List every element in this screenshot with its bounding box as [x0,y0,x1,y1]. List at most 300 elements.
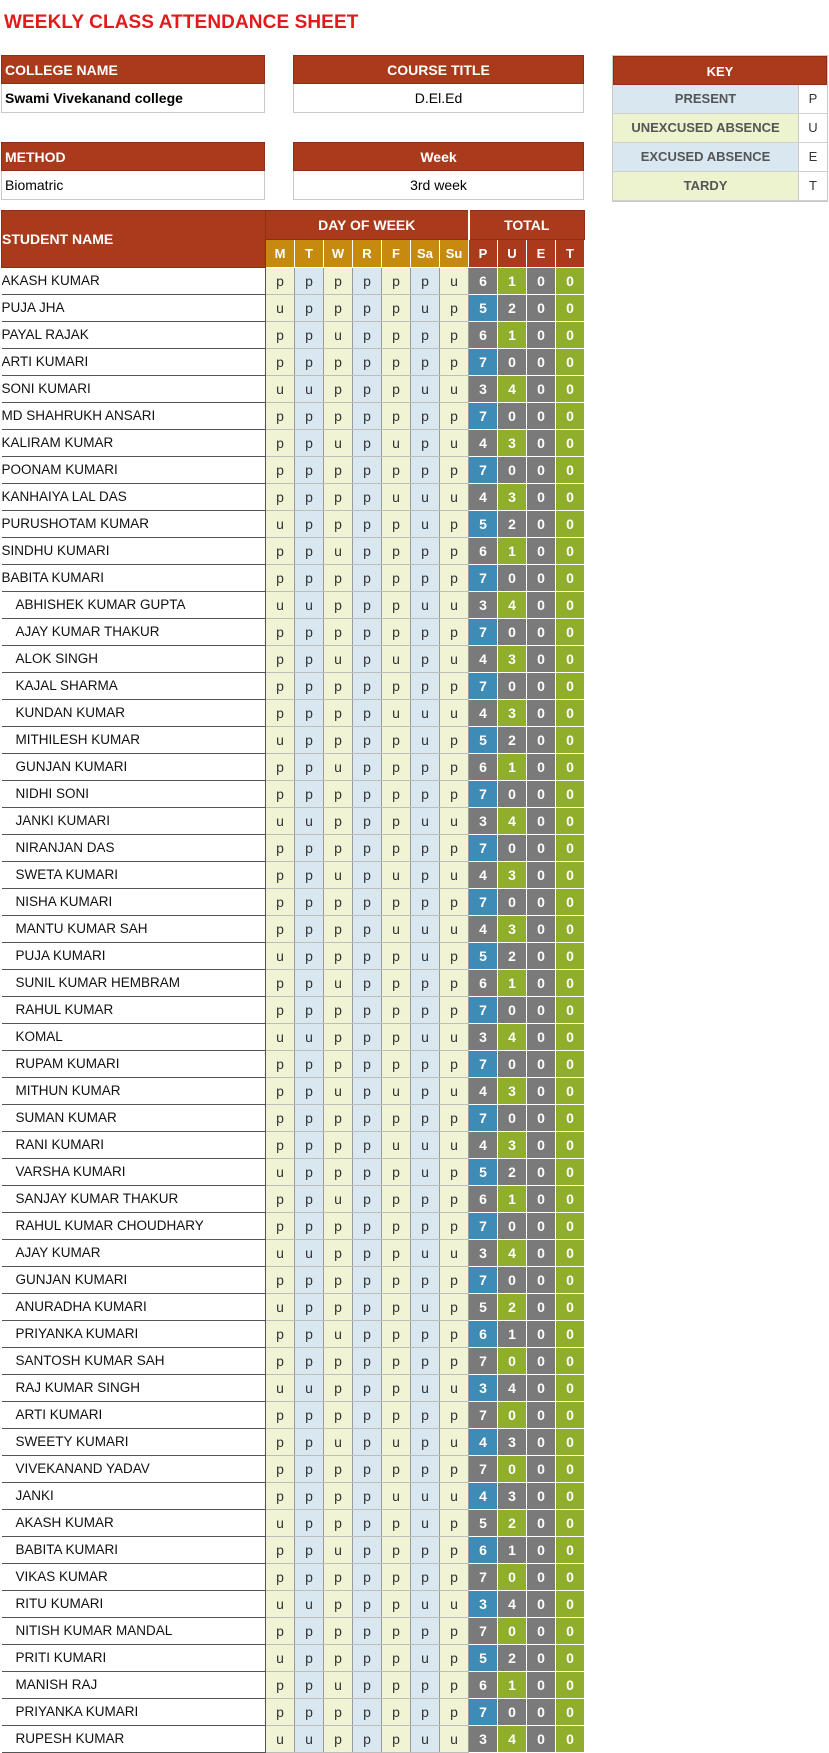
attendance-cell[interactable]: p [353,808,382,835]
attendance-cell[interactable]: u [440,1726,469,1753]
attendance-cell[interactable]: u [440,808,469,835]
attendance-cell[interactable]: p [411,403,440,430]
attendance-cell[interactable]: u [266,1294,295,1321]
attendance-cell[interactable]: u [411,1294,440,1321]
attendance-cell[interactable]: p [440,565,469,592]
attendance-cell[interactable]: p [266,646,295,673]
attendance-cell[interactable]: p [411,1537,440,1564]
attendance-cell[interactable]: p [295,565,324,592]
attendance-cell[interactable]: p [440,619,469,646]
attendance-cell[interactable]: p [411,430,440,457]
attendance-cell[interactable]: p [411,1672,440,1699]
attendance-cell[interactable]: p [324,403,353,430]
attendance-cell[interactable]: p [324,349,353,376]
attendance-cell[interactable]: p [324,376,353,403]
attendance-cell[interactable]: u [440,1483,469,1510]
attendance-cell[interactable]: p [295,1294,324,1321]
attendance-cell[interactable]: p [411,835,440,862]
attendance-cell[interactable]: p [440,1159,469,1186]
attendance-cell[interactable]: u [266,1159,295,1186]
attendance-cell[interactable]: p [440,1402,469,1429]
student-name[interactable]: BABITA KUMARI [2,565,266,592]
student-name[interactable]: PURUSHOTAM KUMAR [2,511,266,538]
attendance-cell[interactable]: p [353,403,382,430]
attendance-cell[interactable]: p [382,997,411,1024]
student-name[interactable]: RUPAM KUMARI [2,1051,266,1078]
attendance-cell[interactable]: p [295,1267,324,1294]
attendance-cell[interactable]: u [440,592,469,619]
attendance-cell[interactable]: p [353,781,382,808]
attendance-cell[interactable]: p [295,484,324,511]
attendance-cell[interactable]: p [411,646,440,673]
attendance-cell[interactable]: p [411,1321,440,1348]
attendance-cell[interactable]: p [411,754,440,781]
week-value[interactable]: 3rd week [293,171,584,200]
attendance-cell[interactable]: p [353,1159,382,1186]
attendance-cell[interactable]: u [324,538,353,565]
attendance-cell[interactable]: u [382,484,411,511]
attendance-cell[interactable]: u [411,1375,440,1402]
attendance-cell[interactable]: p [353,349,382,376]
attendance-cell[interactable]: p [353,1051,382,1078]
attendance-cell[interactable]: u [440,268,469,295]
attendance-cell[interactable]: p [411,862,440,889]
attendance-cell[interactable]: p [440,1510,469,1537]
attendance-cell[interactable]: p [266,1078,295,1105]
attendance-cell[interactable]: p [324,1240,353,1267]
attendance-cell[interactable]: u [440,376,469,403]
attendance-cell[interactable]: p [382,1537,411,1564]
attendance-cell[interactable]: p [353,1483,382,1510]
attendance-cell[interactable]: p [353,1348,382,1375]
attendance-cell[interactable]: p [440,943,469,970]
attendance-cell[interactable]: u [266,376,295,403]
attendance-cell[interactable]: u [295,1726,324,1753]
student-name[interactable]: SWEETY KUMARI [2,1429,266,1456]
attendance-cell[interactable]: p [324,997,353,1024]
attendance-cell[interactable]: p [295,295,324,322]
student-name[interactable]: NIRANJAN DAS [2,835,266,862]
attendance-cell[interactable]: p [295,835,324,862]
attendance-cell[interactable]: p [353,970,382,997]
attendance-cell[interactable]: u [266,1375,295,1402]
student-name[interactable]: NITISH KUMAR MANDAL [2,1618,266,1645]
attendance-cell[interactable]: p [324,268,353,295]
attendance-cell[interactable]: p [382,1564,411,1591]
attendance-cell[interactable]: p [295,1672,324,1699]
attendance-cell[interactable]: u [266,727,295,754]
attendance-cell[interactable]: p [353,1429,382,1456]
attendance-cell[interactable]: p [353,1105,382,1132]
attendance-cell[interactable]: p [295,916,324,943]
attendance-cell[interactable]: p [266,484,295,511]
student-name[interactable]: PAYAL RAJAK [2,322,266,349]
attendance-cell[interactable]: p [324,727,353,754]
attendance-cell[interactable]: p [295,673,324,700]
attendance-cell[interactable]: p [266,916,295,943]
attendance-cell[interactable]: p [324,700,353,727]
attendance-cell[interactable]: p [324,484,353,511]
attendance-cell[interactable]: p [382,835,411,862]
attendance-cell[interactable]: p [382,1294,411,1321]
attendance-cell[interactable]: u [324,1672,353,1699]
student-name[interactable]: ALOK SINGH [2,646,266,673]
attendance-cell[interactable]: u [266,1240,295,1267]
student-name[interactable]: MANISH RAJ [2,1672,266,1699]
attendance-cell[interactable]: p [382,1726,411,1753]
attendance-cell[interactable]: p [353,1510,382,1537]
attendance-cell[interactable]: p [324,295,353,322]
attendance-cell[interactable]: p [324,808,353,835]
attendance-cell[interactable]: p [411,268,440,295]
student-name[interactable]: AJAY KUMAR [2,1240,266,1267]
attendance-cell[interactable]: u [324,1186,353,1213]
student-name[interactable]: PRIYANKA KUMARI [2,1321,266,1348]
attendance-cell[interactable]: p [411,1105,440,1132]
attendance-cell[interactable]: u [411,727,440,754]
student-name[interactable]: SANTOSH KUMAR SAH [2,1348,266,1375]
attendance-cell[interactable]: p [266,1564,295,1591]
attendance-cell[interactable]: u [324,646,353,673]
attendance-cell[interactable]: p [295,538,324,565]
attendance-cell[interactable]: p [266,1537,295,1564]
attendance-cell[interactable]: p [266,835,295,862]
attendance-cell[interactable]: p [353,916,382,943]
attendance-cell[interactable]: p [353,997,382,1024]
attendance-cell[interactable]: p [440,1564,469,1591]
attendance-cell[interactable]: p [324,1267,353,1294]
student-name[interactable]: SWETA KUMARI [2,862,266,889]
attendance-cell[interactable]: u [411,916,440,943]
student-name[interactable]: NISHA KUMARI [2,889,266,916]
attendance-cell[interactable]: p [353,484,382,511]
attendance-cell[interactable]: p [353,619,382,646]
attendance-cell[interactable]: p [440,322,469,349]
attendance-cell[interactable]: p [266,403,295,430]
attendance-cell[interactable]: p [266,1699,295,1726]
attendance-cell[interactable]: p [382,538,411,565]
attendance-cell[interactable]: u [324,1078,353,1105]
student-name[interactable]: VIVEKANAND YADAV [2,1456,266,1483]
attendance-cell[interactable]: p [440,1105,469,1132]
attendance-cell[interactable]: u [440,1024,469,1051]
attendance-cell[interactable]: p [411,997,440,1024]
attendance-cell[interactable]: p [295,403,324,430]
attendance-cell[interactable]: u [324,1429,353,1456]
attendance-cell[interactable]: u [324,754,353,781]
attendance-cell[interactable]: p [324,565,353,592]
attendance-cell[interactable]: p [411,970,440,997]
attendance-cell[interactable]: p [382,565,411,592]
attendance-cell[interactable]: p [382,1699,411,1726]
attendance-cell[interactable]: u [382,916,411,943]
attendance-cell[interactable]: p [440,970,469,997]
student-name[interactable]: KALIRAM KUMAR [2,430,266,457]
attendance-cell[interactable]: p [382,1591,411,1618]
attendance-cell[interactable]: p [295,1429,324,1456]
attendance-cell[interactable]: u [382,1078,411,1105]
student-name[interactable]: SONI KUMARI [2,376,266,403]
attendance-cell[interactable]: u [324,862,353,889]
attendance-cell[interactable]: p [295,997,324,1024]
attendance-cell[interactable]: p [411,1186,440,1213]
attendance-cell[interactable]: u [440,1591,469,1618]
student-name[interactable]: AKASH KUMAR [2,268,266,295]
attendance-cell[interactable]: p [266,1213,295,1240]
attendance-cell[interactable]: p [411,1267,440,1294]
attendance-cell[interactable]: p [411,457,440,484]
attendance-cell[interactable]: p [266,619,295,646]
student-name[interactable]: JANKI [2,1483,266,1510]
attendance-cell[interactable]: p [266,754,295,781]
student-name[interactable]: KAJAL SHARMA [2,673,266,700]
attendance-cell[interactable]: u [440,1132,469,1159]
attendance-cell[interactable]: p [353,943,382,970]
attendance-cell[interactable]: u [382,1429,411,1456]
attendance-cell[interactable]: p [353,295,382,322]
attendance-cell[interactable]: p [324,1483,353,1510]
attendance-cell[interactable]: p [440,1618,469,1645]
attendance-cell[interactable]: p [382,1618,411,1645]
attendance-cell[interactable]: p [295,511,324,538]
attendance-cell[interactable]: p [440,1537,469,1564]
attendance-cell[interactable]: p [382,349,411,376]
attendance-cell[interactable]: p [295,781,324,808]
attendance-cell[interactable]: p [295,1618,324,1645]
attendance-cell[interactable]: u [382,862,411,889]
attendance-cell[interactable]: p [266,565,295,592]
attendance-cell[interactable]: p [411,1348,440,1375]
attendance-cell[interactable]: p [266,889,295,916]
attendance-cell[interactable]: p [295,1213,324,1240]
attendance-cell[interactable]: p [440,1213,469,1240]
student-name[interactable]: KANHAIYA LAL DAS [2,484,266,511]
attendance-cell[interactable]: p [324,889,353,916]
attendance-cell[interactable]: p [353,1645,382,1672]
attendance-cell[interactable]: p [440,295,469,322]
attendance-cell[interactable]: p [353,1591,382,1618]
attendance-cell[interactable]: p [324,835,353,862]
student-name[interactable]: GUNJAN KUMARI [2,754,266,781]
attendance-cell[interactable]: p [440,1456,469,1483]
attendance-cell[interactable]: p [353,430,382,457]
attendance-cell[interactable]: p [411,1699,440,1726]
attendance-cell[interactable]: p [295,700,324,727]
attendance-cell[interactable]: p [324,781,353,808]
attendance-cell[interactable]: p [353,1132,382,1159]
attendance-cell[interactable]: u [382,646,411,673]
attendance-cell[interactable]: p [324,1159,353,1186]
attendance-cell[interactable]: p [382,376,411,403]
attendance-cell[interactable]: p [324,511,353,538]
attendance-cell[interactable]: p [295,322,324,349]
student-name[interactable]: VIKAS KUMAR [2,1564,266,1591]
attendance-cell[interactable]: p [353,1456,382,1483]
attendance-cell[interactable]: p [411,673,440,700]
attendance-cell[interactable]: p [382,619,411,646]
attendance-cell[interactable]: p [295,1510,324,1537]
attendance-cell[interactable]: p [266,457,295,484]
attendance-cell[interactable]: p [266,1186,295,1213]
attendance-cell[interactable]: p [440,997,469,1024]
attendance-cell[interactable]: p [295,1456,324,1483]
attendance-cell[interactable]: p [295,1132,324,1159]
attendance-cell[interactable]: p [353,1186,382,1213]
attendance-cell[interactable]: p [353,1213,382,1240]
attendance-cell[interactable]: u [324,1321,353,1348]
attendance-cell[interactable]: p [324,1618,353,1645]
attendance-cell[interactable]: p [411,349,440,376]
attendance-cell[interactable]: p [266,781,295,808]
student-name[interactable]: AKASH KUMAR [2,1510,266,1537]
attendance-cell[interactable]: p [353,1294,382,1321]
attendance-cell[interactable]: u [440,646,469,673]
student-name[interactable]: ARTI KUMARI [2,349,266,376]
attendance-cell[interactable]: p [382,1375,411,1402]
attendance-cell[interactable]: p [266,673,295,700]
attendance-cell[interactable]: p [411,1456,440,1483]
attendance-cell[interactable]: p [324,1213,353,1240]
attendance-cell[interactable]: p [382,1051,411,1078]
attendance-cell[interactable]: p [382,673,411,700]
attendance-cell[interactable]: u [411,1510,440,1537]
attendance-cell[interactable]: p [411,1078,440,1105]
attendance-cell[interactable]: p [382,268,411,295]
attendance-cell[interactable]: u [295,1024,324,1051]
attendance-cell[interactable]: u [266,1024,295,1051]
student-name[interactable]: ANURADHA KUMARI [2,1294,266,1321]
attendance-cell[interactable]: u [411,295,440,322]
attendance-cell[interactable]: p [266,1429,295,1456]
attendance-cell[interactable]: p [382,1456,411,1483]
student-name[interactable]: ABHISHEK KUMAR GUPTA [2,592,266,619]
attendance-cell[interactable]: p [353,565,382,592]
attendance-cell[interactable]: p [353,1537,382,1564]
attendance-cell[interactable]: p [440,403,469,430]
attendance-cell[interactable]: u [411,376,440,403]
attendance-cell[interactable]: u [266,1510,295,1537]
attendance-cell[interactable]: u [382,1132,411,1159]
attendance-cell[interactable]: p [295,457,324,484]
attendance-cell[interactable]: p [353,538,382,565]
student-name[interactable]: RITU KUMARI [2,1591,266,1618]
attendance-cell[interactable]: p [353,511,382,538]
student-name[interactable]: AJAY KUMAR THAKUR [2,619,266,646]
attendance-cell[interactable]: p [266,1483,295,1510]
attendance-cell[interactable]: u [440,916,469,943]
attendance-cell[interactable]: p [440,835,469,862]
attendance-cell[interactable]: u [411,1024,440,1051]
attendance-cell[interactable]: p [382,1186,411,1213]
attendance-cell[interactable]: p [324,1402,353,1429]
attendance-cell[interactable]: u [411,1240,440,1267]
attendance-cell[interactable]: u [411,1726,440,1753]
student-name[interactable]: MANTU KUMAR SAH [2,916,266,943]
attendance-cell[interactable]: p [266,1672,295,1699]
student-name[interactable]: RAHUL KUMAR CHOUDHARY [2,1213,266,1240]
attendance-cell[interactable]: p [440,754,469,781]
attendance-cell[interactable]: p [353,457,382,484]
attendance-cell[interactable]: u [295,376,324,403]
attendance-cell[interactable]: p [411,1429,440,1456]
attendance-cell[interactable]: p [440,1672,469,1699]
attendance-cell[interactable]: u [266,511,295,538]
student-name[interactable]: SANJAY KUMAR THAKUR [2,1186,266,1213]
attendance-cell[interactable]: p [353,592,382,619]
attendance-cell[interactable]: u [324,1537,353,1564]
attendance-cell[interactable]: p [440,1645,469,1672]
attendance-cell[interactable]: u [411,484,440,511]
attendance-cell[interactable]: p [324,457,353,484]
attendance-cell[interactable]: p [382,322,411,349]
attendance-cell[interactable]: u [382,430,411,457]
attendance-cell[interactable]: p [324,1564,353,1591]
attendance-cell[interactable]: p [382,403,411,430]
attendance-cell[interactable]: p [324,943,353,970]
attendance-cell[interactable]: p [295,1348,324,1375]
attendance-cell[interactable]: p [440,673,469,700]
attendance-cell[interactable]: u [324,970,353,997]
attendance-cell[interactable]: p [295,646,324,673]
attendance-cell[interactable]: p [411,322,440,349]
attendance-cell[interactable]: p [382,1672,411,1699]
attendance-cell[interactable]: p [382,295,411,322]
attendance-cell[interactable]: p [295,1645,324,1672]
attendance-cell[interactable]: p [353,1321,382,1348]
attendance-cell[interactable]: p [353,1078,382,1105]
student-name[interactable]: RAJ KUMAR SINGH [2,1375,266,1402]
attendance-cell[interactable]: u [411,1645,440,1672]
attendance-cell[interactable]: p [382,511,411,538]
attendance-cell[interactable]: p [353,862,382,889]
student-name[interactable]: RAHUL KUMAR [2,997,266,1024]
attendance-cell[interactable]: p [411,619,440,646]
student-name[interactable]: SUNIL KUMAR HEMBRAM [2,970,266,997]
attendance-cell[interactable]: p [411,538,440,565]
attendance-cell[interactable]: p [324,1375,353,1402]
attendance-cell[interactable]: p [266,997,295,1024]
attendance-cell[interactable]: p [295,970,324,997]
attendance-cell[interactable]: p [440,781,469,808]
attendance-cell[interactable]: p [440,457,469,484]
attendance-cell[interactable]: p [353,1375,382,1402]
attendance-cell[interactable]: p [353,673,382,700]
course-title-value[interactable]: D.El.Ed [293,84,584,113]
attendance-cell[interactable]: p [440,1051,469,1078]
attendance-cell[interactable]: p [382,889,411,916]
student-name[interactable]: VARSHA KUMARI [2,1159,266,1186]
attendance-cell[interactable]: u [440,1240,469,1267]
attendance-cell[interactable]: u [295,1240,324,1267]
attendance-cell[interactable]: p [295,430,324,457]
student-name[interactable]: RANI KUMARI [2,1132,266,1159]
attendance-cell[interactable]: p [324,1645,353,1672]
attendance-cell[interactable]: p [295,727,324,754]
attendance-cell[interactable]: p [353,835,382,862]
attendance-cell[interactable]: p [382,592,411,619]
method-value[interactable]: Biomatric [1,171,265,200]
attendance-cell[interactable]: p [295,619,324,646]
student-name[interactable]: SUMAN KUMAR [2,1105,266,1132]
attendance-cell[interactable]: u [266,808,295,835]
attendance-cell[interactable]: u [411,1132,440,1159]
student-name[interactable]: NIDHI SONI [2,781,266,808]
college-name-value[interactable]: Swami Vivekanand college [1,84,265,113]
attendance-cell[interactable]: p [324,1348,353,1375]
student-name[interactable]: PRIYANKA KUMARI [2,1699,266,1726]
attendance-cell[interactable]: p [295,889,324,916]
attendance-cell[interactable]: p [295,862,324,889]
